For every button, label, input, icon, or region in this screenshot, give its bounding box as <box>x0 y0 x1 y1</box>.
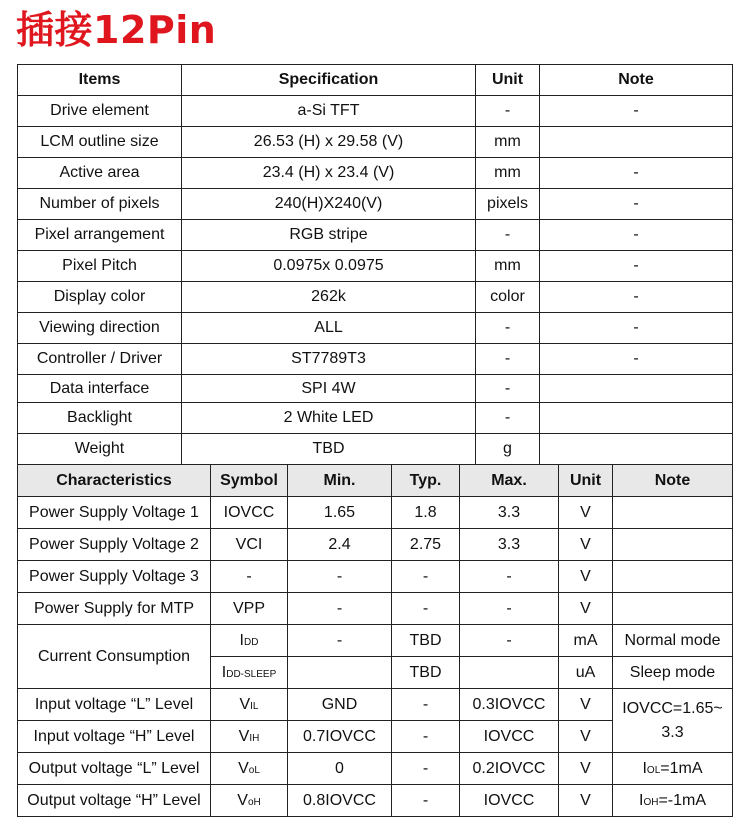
char-note <box>613 753 733 785</box>
spec-header-note: Note <box>540 65 733 96</box>
spec-note <box>540 434 733 465</box>
char-unit: V <box>559 497 613 529</box>
char-header-row <box>18 465 733 497</box>
spec-item: Display color <box>18 282 182 313</box>
spec-item: Controller / Driver <box>18 344 182 375</box>
spec-note: - <box>540 313 733 344</box>
spec-note: - <box>540 344 733 375</box>
symbol-main: V <box>239 695 251 713</box>
char-name: Current Consumption <box>18 625 211 689</box>
symbol-sub: IL <box>250 700 259 712</box>
spec-value: 240(H)X240(V) <box>182 189 476 220</box>
char-header-typ: Typ. <box>392 465 460 497</box>
spec-value: 2 White LED <box>182 403 476 434</box>
spec-note <box>540 375 733 403</box>
spec-note: - <box>540 158 733 189</box>
spec-note <box>540 403 733 434</box>
char-typ: - <box>392 593 460 625</box>
spec-item: Backlight <box>18 403 182 434</box>
spec-unit: - <box>476 313 540 344</box>
char-name: Output voltage “H” Level <box>18 785 211 817</box>
char-typ: - <box>392 721 460 753</box>
char-name: Input voltage “L” Level <box>18 689 211 721</box>
spec-note <box>540 127 733 158</box>
table-row <box>18 529 733 561</box>
note-rest: =-1mA <box>658 791 707 809</box>
spec-note: - <box>540 282 733 313</box>
table-row <box>18 96 733 127</box>
char-symbol: VCI <box>211 529 288 561</box>
char-note <box>613 529 733 561</box>
char-min: GND <box>288 689 392 721</box>
table-row <box>18 625 733 657</box>
table-row <box>18 344 733 375</box>
char-max: 3.3 <box>460 497 559 529</box>
spec-item: Data interface <box>18 375 182 403</box>
table-row <box>18 689 733 721</box>
char-symbol: IOVCC <box>211 497 288 529</box>
char-min: - <box>288 561 392 593</box>
char-unit: mA <box>559 625 613 657</box>
char-unit: V <box>559 753 613 785</box>
note-main: I <box>638 791 644 809</box>
char-note: IOVCC=1.65~ 3.3 <box>613 689 733 753</box>
char-header-characteristics: Characteristics <box>18 465 211 497</box>
symbol-sub: DD <box>244 636 259 648</box>
spec-item: LCM outline size <box>18 127 182 158</box>
spec-item: Active area <box>18 158 182 189</box>
table-row <box>18 158 733 189</box>
char-symbol <box>211 657 288 689</box>
table-row <box>18 434 733 465</box>
char-min: 0.8IOVCC <box>288 785 392 817</box>
spec-header-items: Items <box>18 65 182 96</box>
table-row <box>18 220 733 251</box>
symbol-main: I <box>239 631 244 649</box>
char-name: Power Supply for MTP <box>18 593 211 625</box>
spec-unit: - <box>476 96 540 127</box>
char-unit: V <box>559 785 613 817</box>
spec-unit: - <box>476 344 540 375</box>
spec-value: 23.4 (H) x 23.4 (V) <box>182 158 476 189</box>
spec-value: RGB stripe <box>182 220 476 251</box>
spec-item: Drive element <box>18 96 182 127</box>
symbol-sub: IH <box>249 732 260 744</box>
char-header-symbol: Symbol <box>211 465 288 497</box>
char-name: Power Supply Voltage 2 <box>18 529 211 561</box>
spec-item: Pixel arrangement <box>18 220 182 251</box>
char-min: 1.65 <box>288 497 392 529</box>
char-min: - <box>288 593 392 625</box>
char-name: Output voltage “L” Level <box>18 753 211 785</box>
spec-note: - <box>540 189 733 220</box>
char-typ: - <box>392 753 460 785</box>
table-row <box>18 282 733 313</box>
spec-unit: mm <box>476 251 540 282</box>
spec-item: Weight <box>18 434 182 465</box>
table-row <box>18 403 733 434</box>
spec-header-unit: Unit <box>476 65 540 96</box>
char-unit: V <box>559 689 613 721</box>
char-header-unit: Unit <box>559 465 613 497</box>
char-symbol <box>211 721 288 753</box>
char-typ: - <box>392 689 460 721</box>
spec-table <box>17 64 733 465</box>
table-row <box>18 593 733 625</box>
char-symbol <box>211 785 288 817</box>
spec-value: SPI 4W <box>182 375 476 403</box>
char-max: - <box>460 561 559 593</box>
table-row <box>18 375 733 403</box>
spec-unit: g <box>476 434 540 465</box>
char-symbol <box>211 625 288 657</box>
spec-value: TBD <box>182 434 476 465</box>
char-typ: 2.75 <box>392 529 460 561</box>
char-symbol <box>211 753 288 785</box>
char-typ: - <box>392 785 460 817</box>
table-row <box>18 561 733 593</box>
char-note <box>613 785 733 817</box>
char-min: 0 <box>288 753 392 785</box>
char-note: Sleep mode <box>613 657 733 689</box>
char-max: IOVCC <box>460 721 559 753</box>
char-max: - <box>460 625 559 657</box>
char-typ: TBD <box>392 657 460 689</box>
table-row <box>18 189 733 220</box>
char-typ: - <box>392 561 460 593</box>
spec-unit: mm <box>476 127 540 158</box>
char-min: 0.7IOVCC <box>288 721 392 753</box>
char-unit: V <box>559 593 613 625</box>
spec-unit: - <box>476 220 540 251</box>
spec-unit: mm <box>476 158 540 189</box>
spec-item: Number of pixels <box>18 189 182 220</box>
char-symbol: VPP <box>211 593 288 625</box>
symbol-main: V <box>237 791 248 809</box>
symbol-sub: oH <box>247 796 261 808</box>
spec-note: - <box>540 251 733 282</box>
char-name: Input voltage “H” Level <box>18 721 211 753</box>
char-name: Power Supply Voltage 3 <box>18 561 211 593</box>
spec-value: 0.0975x 0.0975 <box>182 251 476 282</box>
char-unit: V <box>559 721 613 753</box>
symbol-main: I <box>221 663 227 681</box>
table-row <box>18 313 733 344</box>
char-header-min: Min. <box>288 465 392 497</box>
symbol-main: V <box>238 759 249 777</box>
spec-value: ALL <box>182 313 476 344</box>
table-row <box>18 497 733 529</box>
char-max: - <box>460 593 559 625</box>
table-row <box>18 251 733 282</box>
char-note <box>613 593 733 625</box>
table-row <box>18 127 733 158</box>
char-min <box>288 657 392 689</box>
symbol-sub: oL <box>248 764 260 776</box>
char-max: IOVCC <box>460 785 559 817</box>
spec-value: 26.53 (H) x 29.58 (V) <box>182 127 476 158</box>
char-header-max: Max. <box>460 465 559 497</box>
spec-header-specification: Specification <box>182 65 476 96</box>
char-max: 3.3 <box>460 529 559 561</box>
char-note: Normal mode <box>613 625 733 657</box>
spec-note: - <box>540 220 733 251</box>
spec-item: Viewing direction <box>18 313 182 344</box>
spec-unit: - <box>476 403 540 434</box>
char-note <box>613 561 733 593</box>
char-typ: TBD <box>392 625 460 657</box>
spec-value: ST7789T3 <box>182 344 476 375</box>
spec-unit: color <box>476 282 540 313</box>
char-header-note: Note <box>613 465 733 497</box>
char-unit: uA <box>559 657 613 689</box>
symbol-sub: DD-SLEEP <box>226 668 277 680</box>
note-main: I <box>642 759 647 777</box>
note-sub: OH <box>643 796 659 808</box>
note-sub: OL <box>646 764 661 776</box>
note-rest: =1mA <box>660 759 703 777</box>
table-row <box>18 753 733 785</box>
char-note <box>613 497 733 529</box>
spec-item: Pixel Pitch <box>18 251 182 282</box>
spec-unit: - <box>476 375 540 403</box>
char-max: 0.2IOVCC <box>460 753 559 785</box>
page-title: 插接12Pin <box>16 8 217 52</box>
spec-value: 262k <box>182 282 476 313</box>
char-min: 2.4 <box>288 529 392 561</box>
symbol-main: V <box>238 727 250 745</box>
spec-unit: pixels <box>476 189 540 220</box>
char-symbol <box>211 689 288 721</box>
char-typ: 1.8 <box>392 497 460 529</box>
spec-value: a-Si TFT <box>182 96 476 127</box>
char-max <box>460 657 559 689</box>
char-symbol: - <box>211 561 288 593</box>
char-name: Power Supply Voltage 1 <box>18 497 211 529</box>
spec-note: - <box>540 96 733 127</box>
characteristics-table <box>17 464 733 817</box>
table-row <box>18 785 733 817</box>
char-unit: V <box>559 561 613 593</box>
char-min: - <box>288 625 392 657</box>
char-max: 0.3IOVCC <box>460 689 559 721</box>
spec-header-row <box>18 65 733 96</box>
char-unit: V <box>559 529 613 561</box>
